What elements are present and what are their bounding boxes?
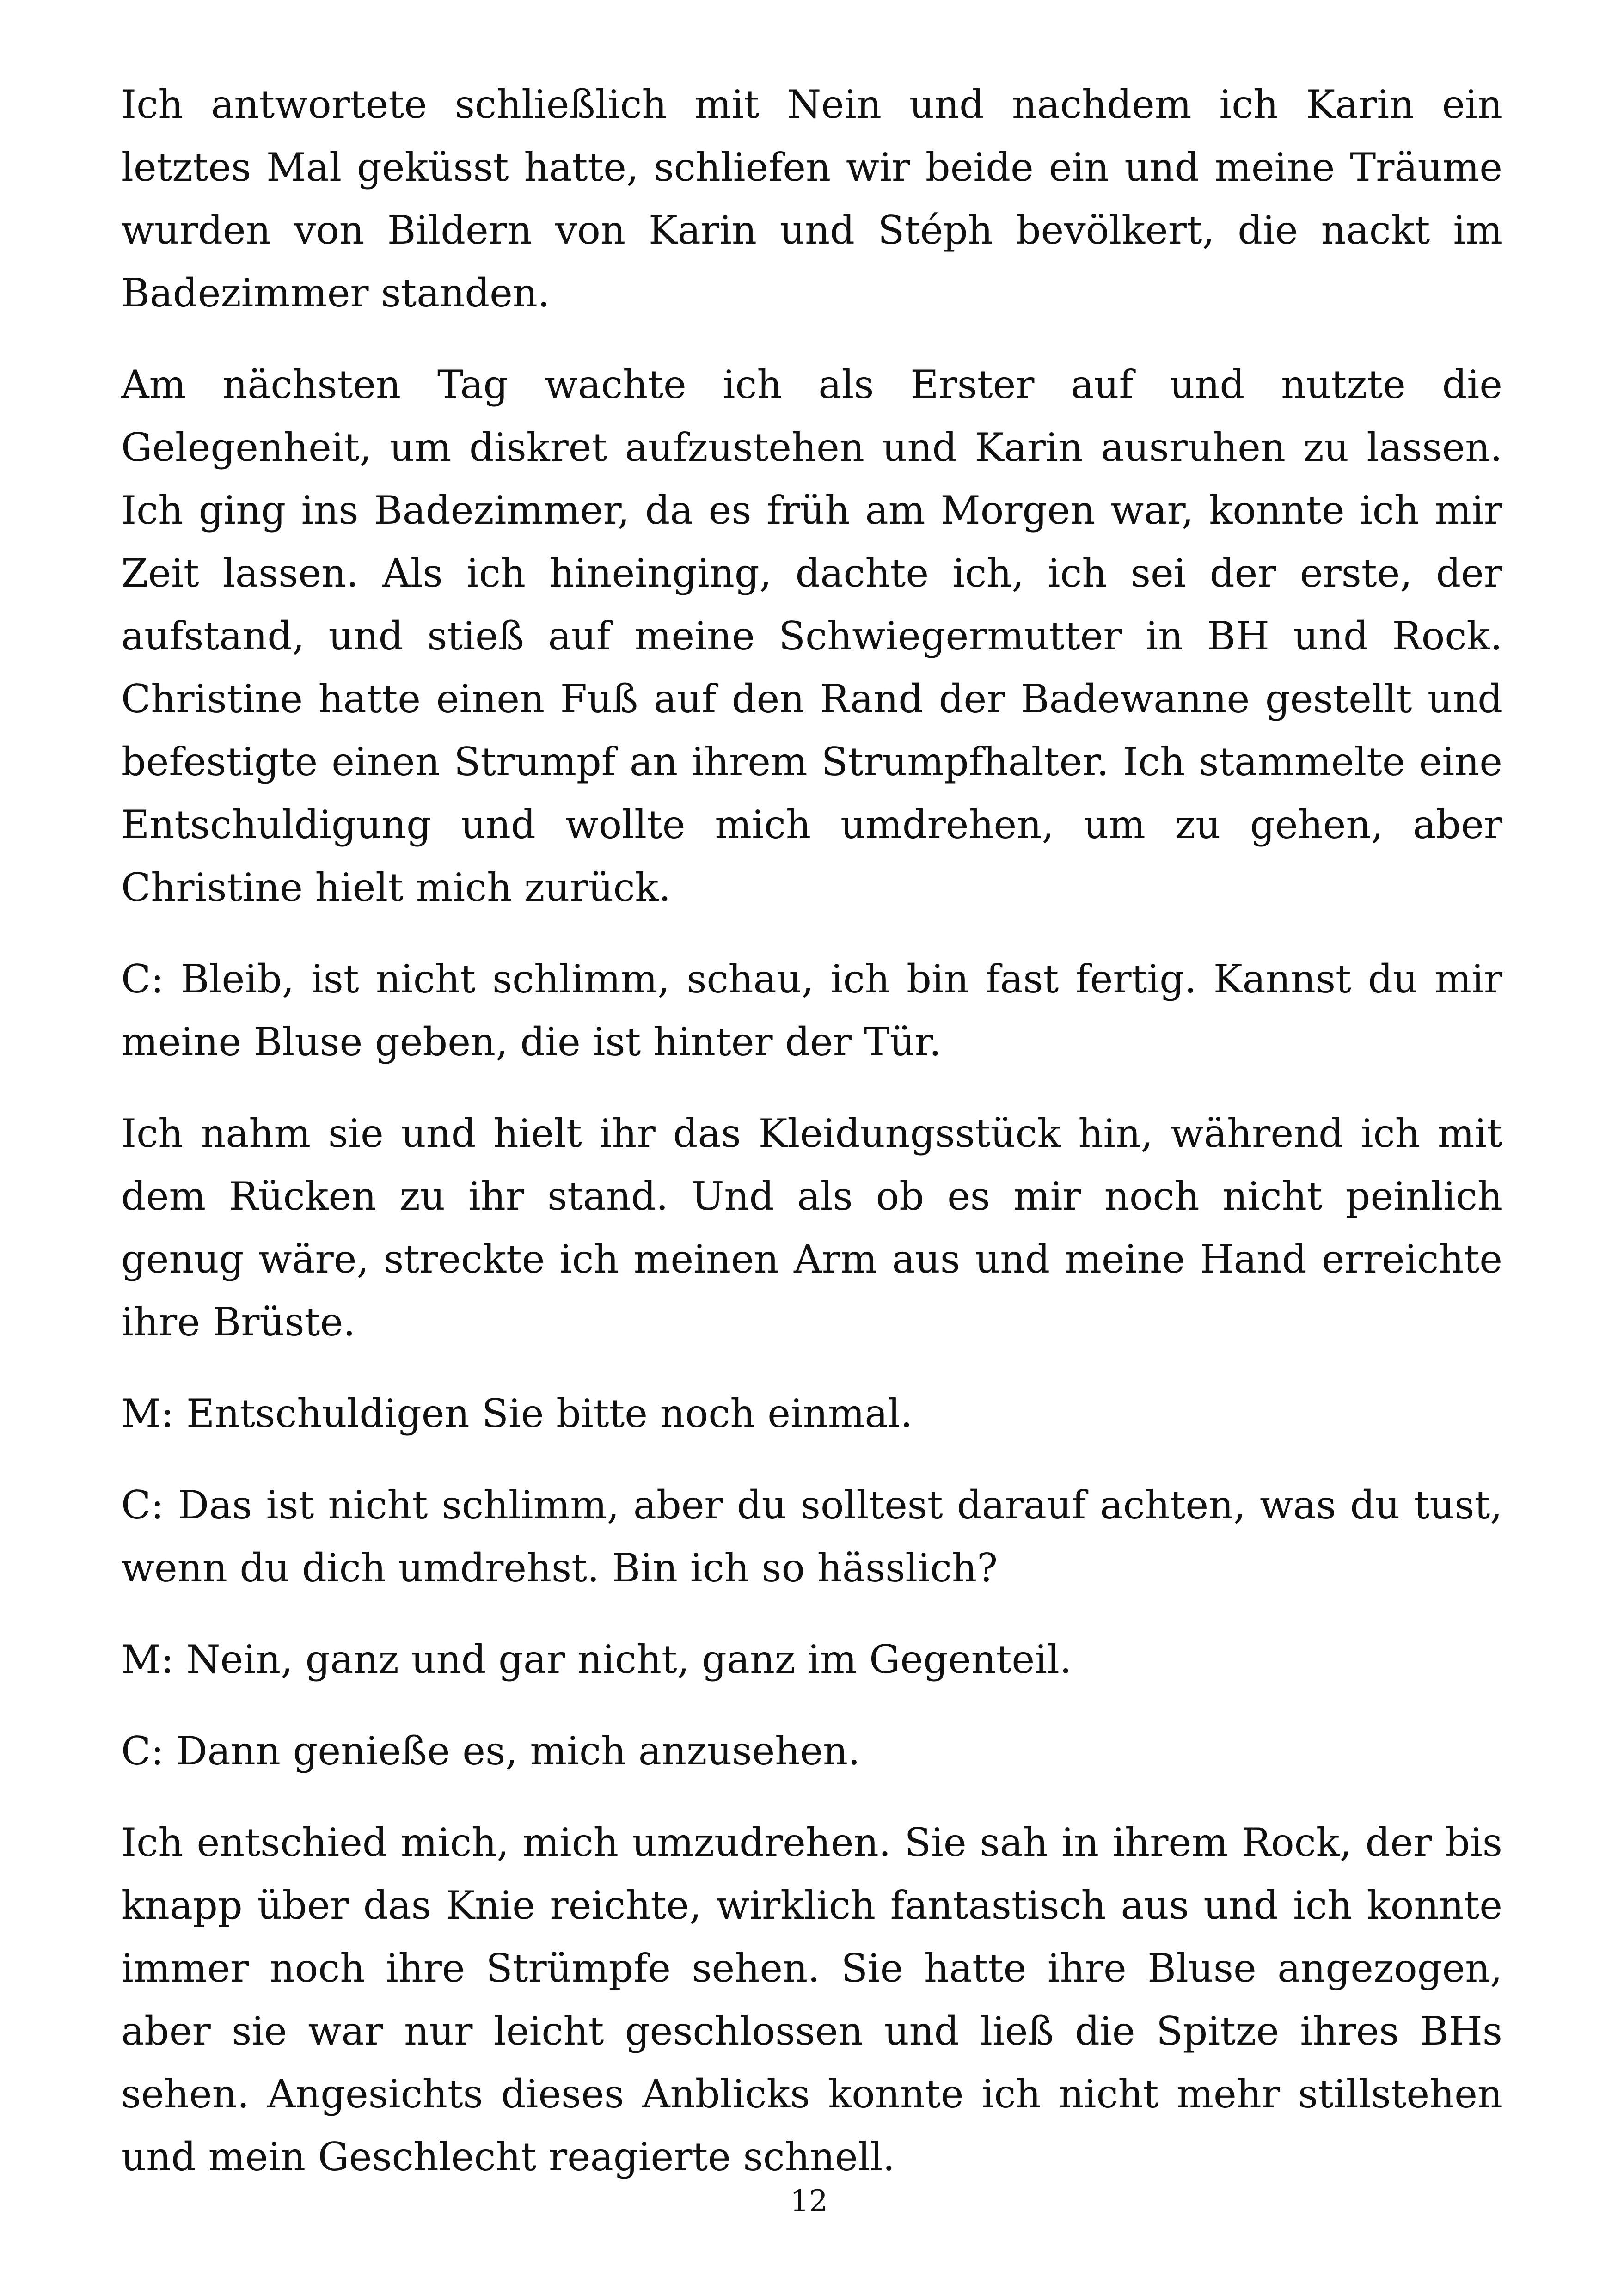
dialogue-line: C: Bleib, ist nicht schlimm, schau, ich bin fast fertig. Kannst du mir meine Bluse geben, die ist hinter der Tür. [121,956,1502,1065]
dialogue-line: M: Nein, ganz und gar nicht, ganz im Gegenteil. [121,1637,1072,1682]
dialogue-line: C: Dann genieße es, mich anzusehen. [121,1728,860,1774]
page-number: 12 [790,2184,828,2218]
paragraph: Ich nahm sie und hielt ihr das Kleidungsstück hin, während ich mit dem Rücken zu ihr stand. Und als ob es mir noch nicht peinlich genug wäre, streckte ich meinen Arm aus und meine Hand erreichte ihre Brüste. [121,1111,1502,1345]
paragraph: Am nächsten Tag wachte ich als Erster auf und nutzte die Gelegenheit, um diskret aufzustehen und Karin ausruhen zu lassen. Ich ging ins Badezimmer, da es früh am Morgen war, konnte ich mir Zeit lassen. Als ich hineinging, dachte ich, ich sei der erste, der aufstand, und stieß auf meine Schwiegermutter in BH und Rock. Christine hatte einen Fuß auf den Rand der Badewanne gestellt und befestigte einen Strumpf an ihrem Strumpfhalter. Ich stammelte eine Entschuldigung und wollte mich umdrehen, um zu gehen, aber Christine hielt mich zurück. [121,362,1502,910]
dialogue-line: M: Entschuldigen Sie bitte noch einmal. [121,1391,913,1436]
paragraph: Ich entschied mich, mich umzudrehen. Sie sah in ihrem Rock, der bis knapp über das Knie reichte, wirklich fantastisch aus und ich konnte immer noch ihre Strümpfe sehen. Sie hatte ihre Bluse angezogen, aber sie war nur leicht geschlossen und ließ die Spitze ihres BHs sehen. Angesichts dieses Anblicks konnte ich nicht mehr stillstehen und mein Geschlecht reagierte schnell. [121,1820,1502,2180]
body-text [121,73,1502,2217]
dialogue-line: C: Das ist nicht schlimm, aber du solltest darauf achten, was du tust, wenn du dich umdrehst. Bin ich so hässlich? [121,1482,1502,1591]
paragraph: Ich antwortete schließlich mit Nein und nachdem ich Karin ein letztes Mal geküsst hatte, schliefen wir beide ein und meine Träume wurden von Bildern von Karin und Stéph bevölkert, die nackt im Badezimmer standen. [121,82,1502,316]
